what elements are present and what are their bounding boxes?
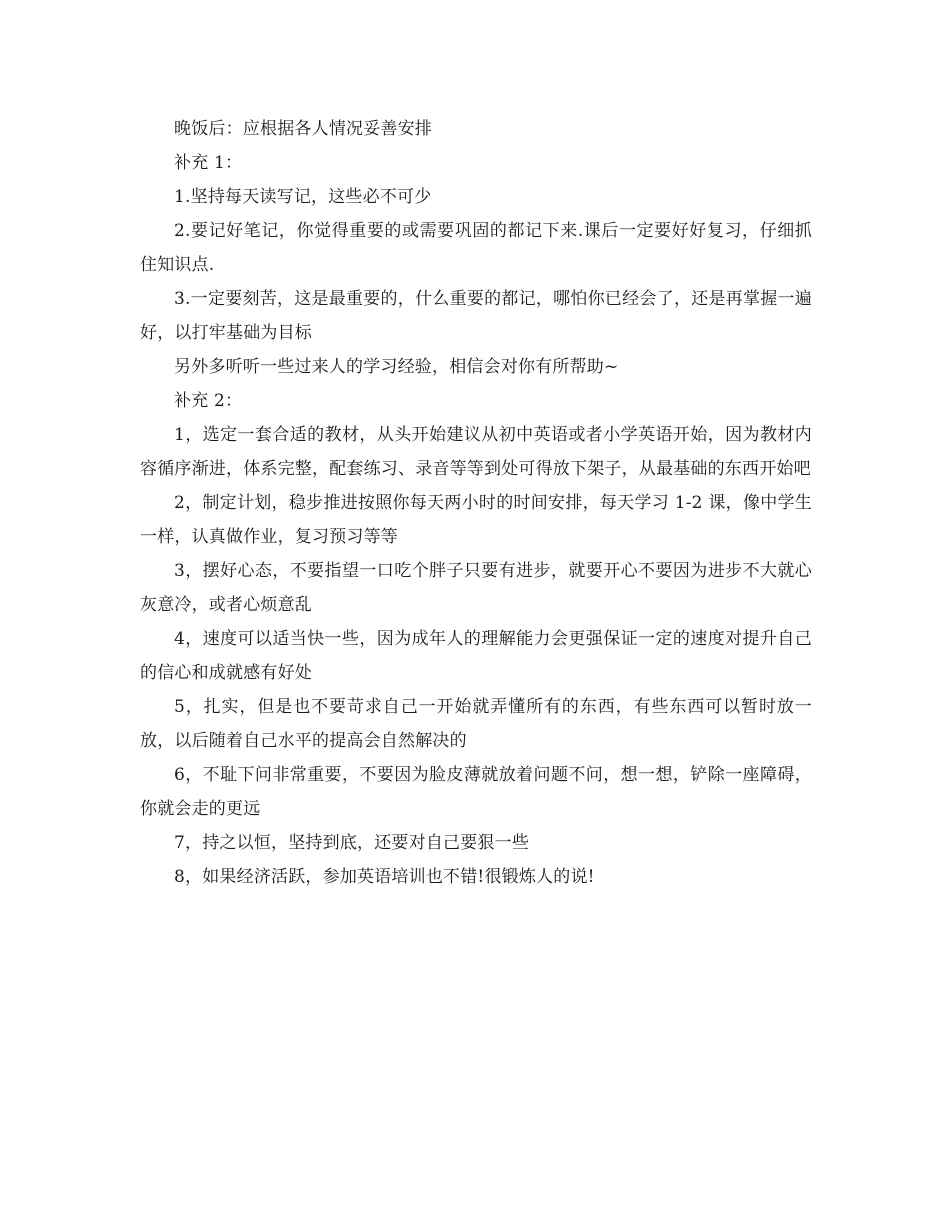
supplement-1-item-2: 2.要记好笔记，你觉得重要的或需要巩固的都记下来.课后一定要好好复习，仔细抓住知识点. bbox=[140, 221, 812, 275]
supplement-2-item-1: 1，选定一套合适的教材，从头开始建议从初中英语或者小学英语开始，因为教材内容循序渐进，体系完整，配套练习、录音等等到处可得放下架子，从最基础的东西开始吧 bbox=[140, 425, 812, 479]
heading-supplement-1: 补充 1： bbox=[174, 153, 243, 173]
supplement-2-item-8: 8，如果经济活跃，参加英语培训也不错!很锻炼人的说! bbox=[174, 867, 595, 887]
supplement-2-item-6: 6，不耻下问非常重要，不要因为脸皮薄就放着问题不问，想一想，铲除一座障碍，你就会走的更远 bbox=[140, 765, 812, 819]
supplement-2-item-2: 2，制定计划，稳步推进按照你每天两小时的时间安排，每天学习 1-2 课，像中学生一样，认真做作业，复习预习等等 bbox=[140, 493, 812, 547]
supplement-1-item-1: 1.坚持每天读写记，这些必不可少 bbox=[174, 187, 432, 207]
document-page bbox=[140, 112, 812, 894]
supplement-2-item-7: 7，持之以恒，坚持到底，还要对自己要狠一些 bbox=[174, 833, 530, 853]
paragraph-advice: 另外多听听一些过来人的学习经验，相信会对你有所帮助~ bbox=[174, 357, 619, 377]
heading-supplement-2: 补充 2： bbox=[174, 391, 243, 411]
supplement-2-item-5: 5，扎实，但是也不要苛求自己一开始就弄懂所有的东西，有些东西可以暂时放一放，以后随着自己水平的提高会自然解决的 bbox=[140, 697, 812, 751]
paragraph-after-dinner: 晚饭后：应根据各人情况妥善安排 bbox=[174, 119, 432, 139]
supplement-1-item-3: 3.一定要刻苦，这是最重要的，什么重要的都记，哪怕你已经会了，还是再掌握一遍好，以打牢基础为目标 bbox=[140, 289, 812, 343]
supplement-2-item-4: 4，速度可以适当快一些，因为成年人的理解能力会更强保证一定的速度对提升自己的信心和成就感有好处 bbox=[140, 629, 812, 683]
supplement-2-item-3: 3，摆好心态，不要指望一口吃个胖子只要有进步，就要开心不要因为进步不大就心灰意冷，或者心烦意乱 bbox=[140, 561, 812, 615]
